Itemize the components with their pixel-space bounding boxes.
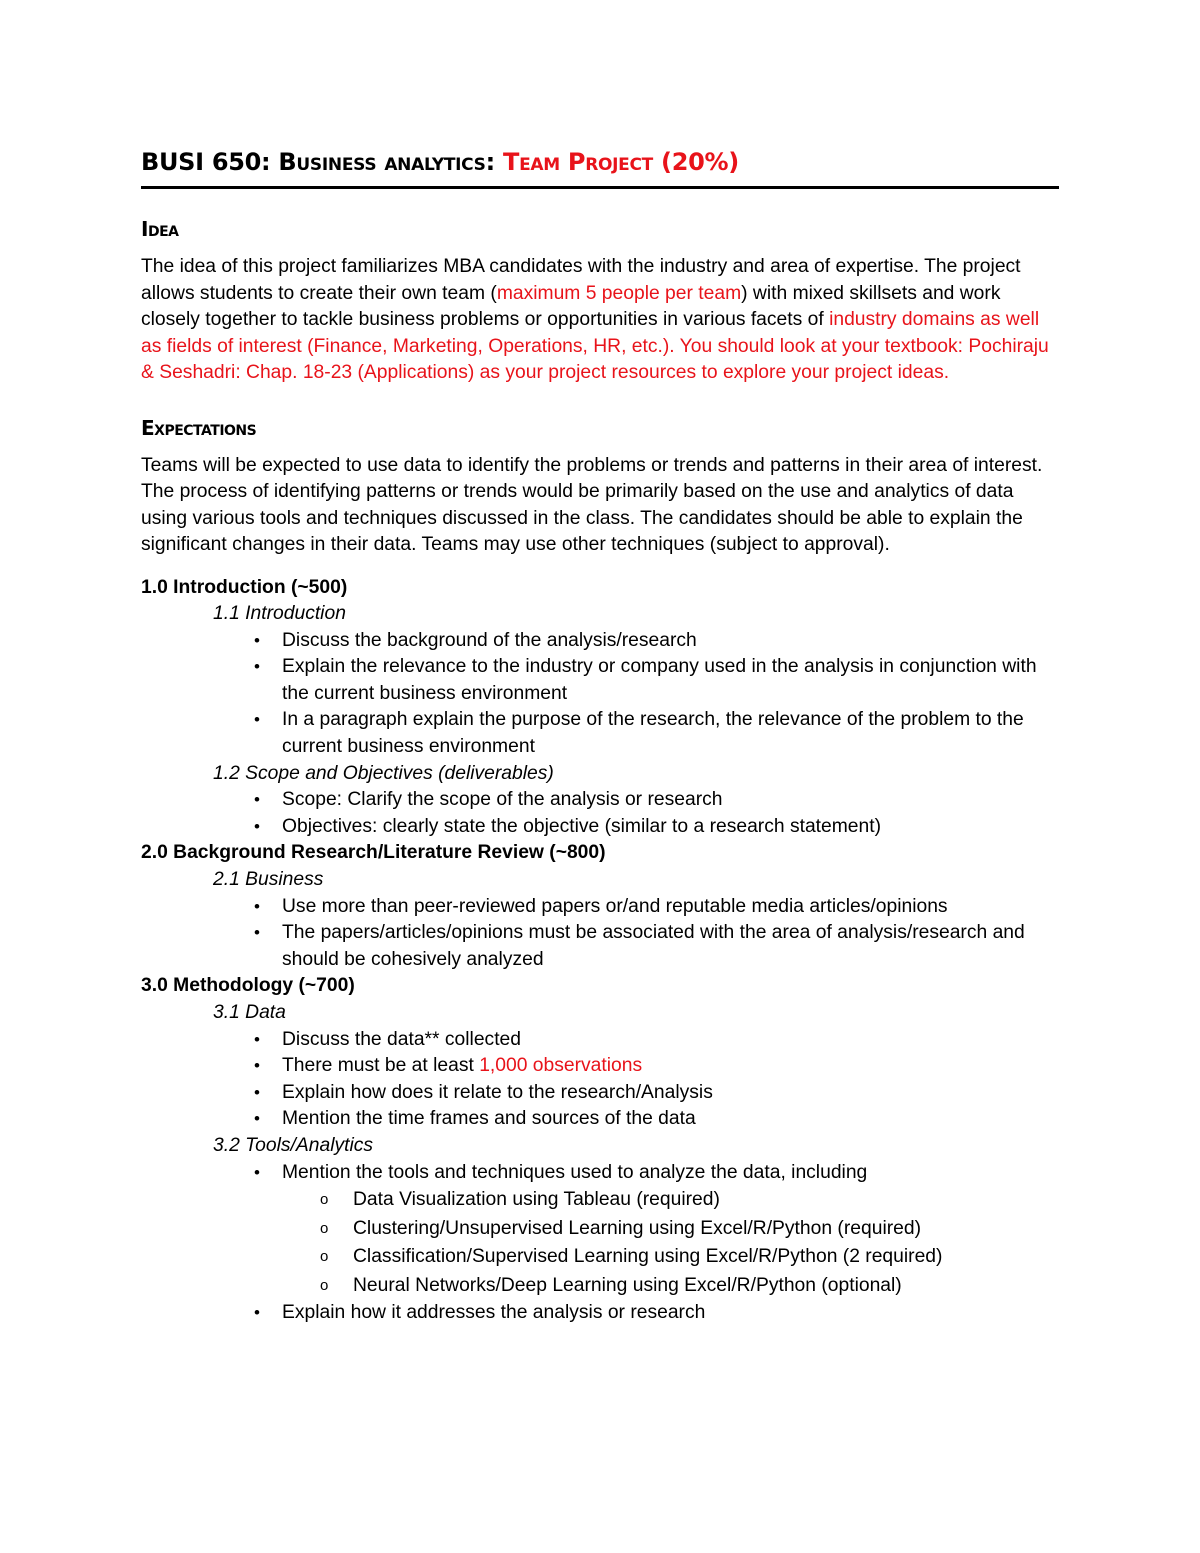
list-item: • The papers/articles/opinions must be associated with the area of analysis/research and should be cohesively analyzed	[254, 922, 1025, 970]
team-project-title: Team Project (20%)	[502, 148, 739, 176]
circle-bullet-icon: o	[320, 1219, 329, 1237]
bullet-icon: •	[254, 630, 260, 650]
subsection-scope-heading: 1.2 Scope and Objectives (deliverables)	[213, 762, 554, 784]
sub-list-item: o Classification/Supervised Learning using Excel/R/Python (2 required)	[353, 1243, 1059, 1272]
observations-highlight: 1,000 observations	[479, 1055, 643, 1077]
list-item: • Use more than peer-reviewed papers or/and reputable media articles/opinions	[282, 894, 1059, 921]
bullet-icon: •	[254, 657, 260, 677]
circle-bullet-icon: o	[320, 1191, 329, 1209]
sub-list-item: o Clustering/Unsupervised Learning using Excel/R/Python (required)	[353, 1215, 1059, 1244]
section-introduction-heading: 1.0 Introduction (~500)	[141, 576, 348, 598]
list-item: • There must be at least 1,000 observations	[282, 1053, 1059, 1080]
sub-list-item: o Neural Networks/Deep Learning using Excel/R/Python (optional)	[353, 1272, 1059, 1301]
expectations-paragraph: Teams will be expected to use data to identify the problems or trends and patterns in their area of interest. The process of identifying patterns or trends would be primarily based on the use and analytics of data using various tools and techniques discussed in the class. The candidates should be able to explain the significant changes in their data. Teams may use other techniques (subject to approval).	[141, 454, 1043, 555]
bullet-icon: •	[254, 1056, 260, 1076]
list-item: • Mention the tools and techniques used to analyze the data, including o Data Visualization using Tableau (required) o Clustering/Unsupervised Learning using Excel/R/Python (required) o Classification/Supervised Learning using Excel/R/Python (2 required) o Neural Networks/Deep Learning using Excel/R/Python (optional)	[282, 1160, 1059, 1301]
subsection-introduction-heading: 1.1 Introduction	[213, 603, 346, 625]
list-item: • Discuss the data** collected	[282, 1027, 1059, 1054]
bullet-icon: •	[254, 1303, 260, 1323]
bullet-icon: •	[254, 1109, 260, 1129]
sub-list-item: o Data Visualization using Tableau (required)	[353, 1186, 1059, 1215]
business-analytics-title: Business analytics:	[278, 148, 495, 176]
course-code: BUSI 650:	[141, 148, 271, 176]
list-item: • In a paragraph explain the purpose of the research, the relevance of the problem to the current business environment	[254, 709, 1024, 758]
list-item: • Mention the time frames and sources of the data	[282, 1106, 1059, 1133]
document-page	[141, 140, 1059, 1327]
scope-bullet-list	[254, 787, 1059, 840]
document-title	[141, 140, 1059, 189]
team-size-highlight: maximum 5 people per team	[496, 282, 742, 304]
bullet-icon: •	[254, 896, 260, 916]
idea-heading: Idea	[141, 217, 179, 241]
section-background-heading: 2.0 Background Research/Literature Review (~800)	[141, 842, 606, 864]
section-methodology-heading: 3.0 Methodology (~700)	[141, 975, 355, 997]
expectations-heading: Expectations	[141, 415, 257, 440]
idea-paragraph: The idea of this project familiarizes MBA candidates with the industry and area of expertise. The project allows students to create their own team (maximum 5 people per team) with mixed skillsets and work closely together to tackle business problems or opportunities in various facets of industry domains as well as fields of interest (Finance, Marketing, Operations, HR, etc.). You should look at your textbook: Pochiraju & Seshadri: Chap. 18-23 (Applications) as your project resources to explore your project ideas.	[141, 256, 1049, 383]
tools-bullet-list	[254, 1160, 1059, 1327]
business-bullet-list	[254, 894, 1059, 974]
subsection-data-heading: 3.1 Data	[213, 1002, 286, 1023]
introduction-bullet-list	[254, 628, 1059, 761]
subsection-business-heading: 2.1 Business	[213, 869, 324, 891]
bullet-icon: •	[254, 1029, 260, 1049]
bullet-icon: •	[254, 710, 260, 730]
list-item: • Scope: Clarify the scope of the analysis or research	[282, 787, 1059, 814]
bullet-icon: •	[254, 816, 260, 836]
circle-bullet-icon: o	[320, 1248, 329, 1266]
list-item: • Explain how it addresses the analysis or research	[282, 1300, 1059, 1327]
list-item: • Explain the relevance to the industry or company used in the analysis in conjunction with the current business environment	[254, 656, 1037, 704]
tools-sub-list	[320, 1186, 1059, 1300]
bullet-icon: •	[254, 790, 260, 810]
data-bullet-list	[254, 1027, 1059, 1133]
domains-highlight: industry domains as well as fields of interest (Finance, Marketing, Operations, HR, etc.). You should look at your textbook: Pochiraju & Seshadri: Chap. 18-23 (Applications) as your project resources to explore your project ideas.	[141, 309, 1049, 383]
subsection-tools-heading: 3.2 Tools/Analytics	[213, 1134, 374, 1156]
list-item: • Explain how does it relate to the research/Analysis	[282, 1080, 1059, 1107]
bullet-icon: •	[254, 923, 260, 943]
bullet-icon: •	[254, 1162, 260, 1182]
list-item: • Discuss the background of the analysis/research	[282, 628, 1059, 655]
list-item: • Objectives: clearly state the objective (similar to a research statement)	[282, 814, 1059, 841]
circle-bullet-icon: o	[320, 1276, 329, 1294]
bullet-icon: •	[254, 1082, 260, 1102]
